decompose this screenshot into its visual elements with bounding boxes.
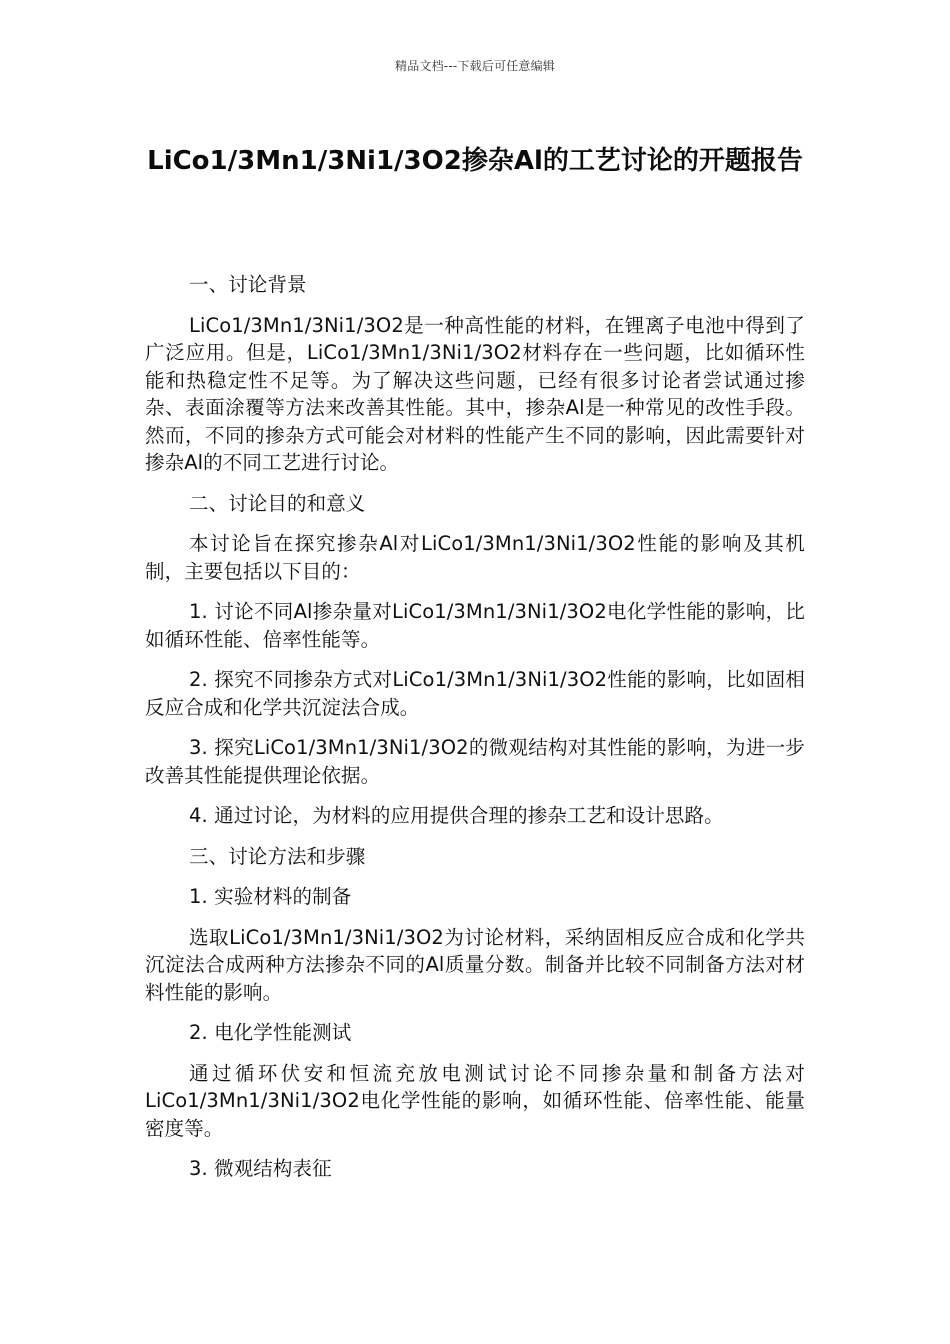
- document-title: LiCo1/3Mn1/3Ni1/3O2掺杂Al的工艺讨论的开题报告: [147, 146, 803, 176]
- section-heading-purpose: 二、讨论目的和意义: [189, 491, 366, 515]
- method-step-1-text: 选取LiCo1/3Mn1/3Ni1/3O2为讨论材料，采纳固相反应合成和化学共沉淀法合成两种方法掺杂不同的Al质量分数。制备并比较不同制备方法对材料性能的影响。: [145, 925, 805, 1004]
- section-heading-methods: 三、讨论方法和步骤: [189, 844, 366, 868]
- paragraph-purpose-intro: 本讨论旨在探究掺杂Al对LiCo1/3Mn1/3Ni1/3O2性能的影响及其机制，主要包括以下目的：: [145, 532, 805, 583]
- purpose-item-2: 2. 探究不同掺杂方式对LiCo1/3Mn1/3Ni1/3O2性能的影响，比如固相反应合成和化学共沉淀法合成。: [145, 668, 805, 719]
- paragraph-background: LiCo1/3Mn1/3Ni1/3O2是一种高性能的材料，在锂离子电池中得到了广泛应用。但是，LiCo1/3Mn1/3Ni1/3O2材料存在一些问题，比如循环性能和热稳定性不足等。为了解决这些问题，已经有很多讨论者尝试通过掺杂、表面涂覆等方法来改善其性能。其中，掺杂Al是一种常见的改性手段。然而，不同的掺杂方式可能会对材料的性能产生不同的影响，因此需要针对掺杂Al的不同工艺进行讨论。: [145, 313, 805, 474]
- method-step-2-heading: 2. 电化学性能测试: [189, 1021, 352, 1044]
- document-body: [145, 271, 805, 1196]
- method-step-1-heading: 1. 实验材料的制备: [189, 885, 352, 908]
- purpose-item-3: 3. 探究LiCo1/3Mn1/3Ni1/3O2的微观结构对其性能的影响，为进一步改善其性能提供理论依据。: [145, 736, 805, 787]
- header-note: 精品文档---下载后可任意编辑: [395, 59, 555, 73]
- purpose-item-1: 1. 讨论不同Al掺杂量对LiCo1/3Mn1/3Ni1/3O2电化学性能的影响，比如循环性能、倍率性能等。: [145, 600, 805, 651]
- method-step-2-text: 通过循环伏安和恒流充放电测试讨论不同掺杂量和制备方法对LiCo1/3Mn1/3Ni1/3O2电化学性能的影响，如循环性能、倍率性能、能量密度等。: [145, 1061, 805, 1140]
- method-step-3-heading: 3. 微观结构表征: [189, 1157, 332, 1180]
- section-heading-background: 一、讨论背景: [189, 273, 307, 296]
- purpose-item-4: 4. 通过讨论，为材料的应用提供合理的掺杂工艺和设计思路。: [189, 804, 724, 827]
